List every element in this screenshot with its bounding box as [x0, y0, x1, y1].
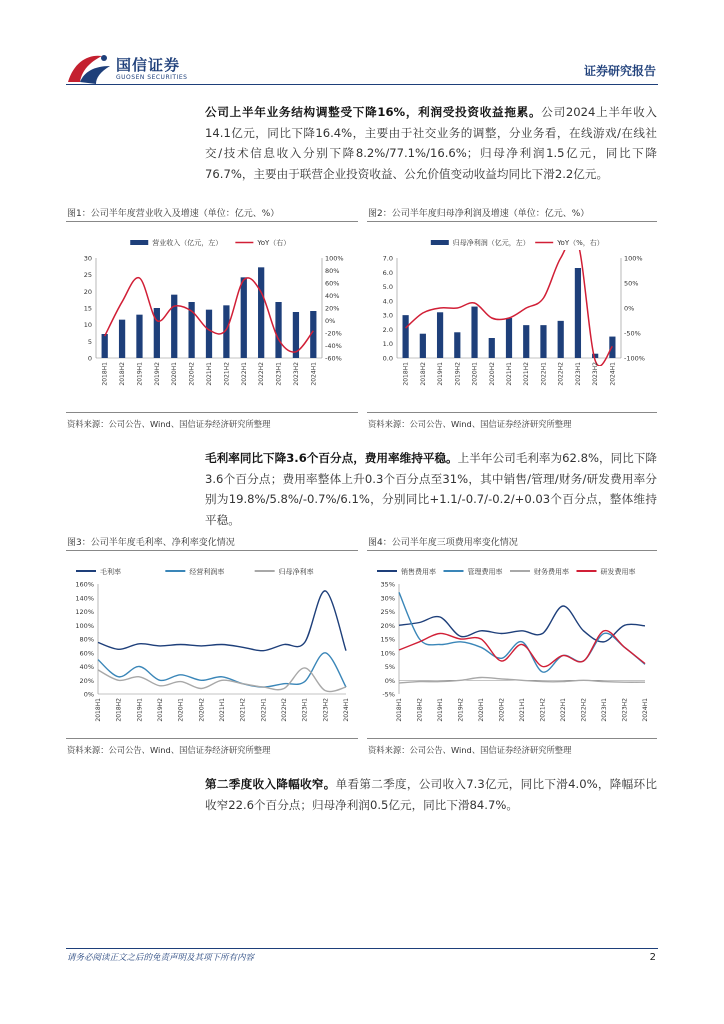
- y-tick-left: 2.0: [382, 325, 393, 334]
- x-tick-2023H1: 2023H1: [301, 698, 309, 722]
- x-tick-2021H1: 2021H1: [219, 698, 226, 722]
- bar-2020H1: [171, 295, 177, 358]
- fig2-top-rule: [367, 221, 657, 222]
- x-tick-2023H2: 2023H2: [322, 698, 330, 722]
- x-tick-2022H2: 2022H2: [258, 362, 266, 386]
- x-tick-2019H1: 2019H1: [136, 698, 144, 722]
- x-tick-2020H2: 2020H2: [488, 362, 496, 386]
- legend-line-label: YoY（%，右）: [557, 239, 604, 247]
- paragraph-q2-lead: 第二季度收入降幅收窄。: [205, 777, 336, 791]
- y-tick: 35%: [380, 580, 395, 589]
- x-tick-2021H1: 2021H1: [519, 698, 526, 722]
- fig1-source: 资料来源：公司公告、Wind、国信证券经济研究所整理: [67, 419, 271, 429]
- legend-label-0: 销售费用率: [401, 568, 436, 576]
- y-tick-left: 30: [83, 254, 92, 263]
- y-tick: 60%: [79, 649, 94, 658]
- y-tick-left: 7.0: [382, 254, 393, 263]
- bar-2021H1: [506, 318, 512, 358]
- bar-2023H1: [275, 302, 281, 358]
- x-tick-2018H1: 2018H1: [396, 698, 403, 722]
- x-tick-2022H1: 2022H1: [540, 362, 548, 386]
- x-tick-2022H2: 2022H2: [281, 698, 288, 722]
- x-tick-2023H2: 2023H2: [592, 362, 600, 386]
- disclaimer-note: 请务必阅读正文之后的免责声明及其项下所有内容: [67, 953, 255, 963]
- y-tick: 25%: [380, 608, 395, 616]
- y-tick: 10%: [380, 649, 395, 658]
- x-tick-2022H2: 2022H2: [557, 362, 565, 386]
- x-tick-2020H2: 2020H2: [198, 698, 206, 722]
- y-tick-right: 60%: [325, 279, 340, 288]
- x-tick-2020H1: 2020H1: [478, 698, 485, 722]
- x-tick-2019H1: 2019H1: [437, 698, 444, 722]
- fig4-bottom-rule: [367, 738, 657, 739]
- bar-2021H1: [206, 310, 212, 358]
- x-tick-2021H2: 2021H2: [223, 362, 231, 386]
- series-line-3: [399, 631, 645, 667]
- fig1-title: 图1：公司半年度营业收入及增速（单位：亿元、%）: [67, 209, 280, 219]
- logo-text-en: GUOSEN SECURITIES: [116, 74, 188, 81]
- y-tick: 30%: [380, 594, 395, 603]
- fig2-bottom-rule: [367, 412, 657, 413]
- y-tick-right: -60%: [325, 354, 342, 363]
- legend-label-3: 研发费用率: [600, 568, 636, 576]
- y-tick-right: -50%: [624, 329, 641, 338]
- y-tick-right: 100%: [624, 254, 643, 263]
- legend-bar-swatch: [431, 240, 449, 245]
- y-tick-right: 40%: [325, 292, 340, 300]
- x-tick-2023H1: 2023H1: [275, 362, 283, 386]
- bar-2019H1: [437, 312, 443, 358]
- x-tick-2020H2: 2020H2: [498, 698, 506, 722]
- x-tick-2019H2: 2019H2: [454, 362, 462, 386]
- fig2-chart: [367, 230, 657, 400]
- x-tick-2020H1: 2020H1: [177, 698, 185, 722]
- x-tick-2018H2: 2018H2: [419, 362, 427, 386]
- x-tick-2018H2: 2018H2: [119, 362, 127, 386]
- fig1-top-rule: [66, 221, 358, 222]
- fig3-bottom-rule: [66, 738, 358, 739]
- legend-bar-label: 营业收入（亿元，左）: [152, 239, 223, 247]
- x-tick-2018H1: 2018H1: [402, 362, 410, 386]
- x-tick-2023H2: 2023H2: [292, 362, 300, 386]
- y-tick: 20%: [79, 676, 94, 685]
- y-tick: 0%: [384, 676, 395, 685]
- x-tick-2023H2: 2023H2: [621, 698, 629, 722]
- y-tick-right: -20%: [325, 329, 342, 338]
- x-tick-2019H1: 2019H1: [136, 362, 144, 386]
- fig3-source: 资料来源：公司公告、Wind、国信证券经济研究所整理: [67, 745, 271, 755]
- x-tick-2023H1: 2023H1: [574, 362, 582, 386]
- x-tick-2018H2: 2018H2: [115, 698, 123, 722]
- bar-2022H1: [540, 325, 546, 358]
- x-tick-2018H1: 2018H1: [101, 362, 109, 386]
- series-line-1: [399, 592, 645, 672]
- bar-2020H1: [471, 307, 477, 358]
- x-tick-2024H1: 2024H1: [609, 362, 617, 386]
- y-tick-right: 100%: [325, 254, 344, 263]
- paragraph-q2-body: 单看第二季度，公司收入7.3亿元，同比下滑4.0%，降幅环比收窄22.6个百分点；归母净利润0.5亿元，同比下滑84.7%。: [205, 777, 657, 812]
- report-type: 证券研究报告: [583, 64, 656, 78]
- x-tick-2022H1: 2022H1: [260, 698, 268, 722]
- paragraph-q2: [205, 774, 657, 815]
- x-tick-2019H2: 2019H2: [157, 698, 164, 722]
- x-tick-2024H1: 2024H1: [343, 698, 350, 722]
- logo-text-cn: 国信证券: [116, 56, 181, 74]
- y-tick: 140%: [75, 594, 94, 603]
- x-tick-2021H2: 2021H2: [239, 698, 247, 722]
- paragraph-margin: [205, 448, 657, 530]
- y-tick-right: -100%: [624, 354, 645, 363]
- y-tick-right: 0%: [325, 317, 336, 325]
- x-tick-2020H1: 2020H1: [471, 362, 479, 386]
- y-tick-left: 0.0: [382, 354, 393, 363]
- x-tick-2021H2: 2021H2: [523, 362, 531, 386]
- bar-2018H2: [119, 320, 125, 358]
- footer-divider: [66, 948, 658, 949]
- y-tick: 15%: [380, 635, 395, 644]
- fig3-chart: [66, 560, 358, 732]
- header-divider: [66, 84, 658, 85]
- y-tick-right: 20%: [325, 304, 340, 313]
- fig2-title: 图2：公司半年度归母净利润及增速（单位：亿元、%）: [368, 209, 590, 219]
- bar-2022H1: [241, 277, 247, 358]
- y-tick-left: 5.0: [382, 283, 393, 292]
- series-line-0: [98, 591, 346, 651]
- y-tick-right: 80%: [325, 267, 340, 275]
- x-tick-2021H2: 2021H2: [539, 698, 547, 722]
- y-tick: 20%: [380, 621, 395, 630]
- x-tick-2019H1: 2019H1: [437, 362, 445, 386]
- bar-2018H1: [102, 334, 108, 358]
- bar-2019H1: [136, 315, 142, 358]
- legend-label-0: 毛利率: [100, 568, 121, 576]
- y-tick-left: 15: [83, 304, 92, 313]
- fig4-top-rule: [367, 550, 657, 551]
- y-tick-right: 50%: [624, 279, 639, 288]
- fig2-source: 资料来源：公司公告、Wind、国信证券经济研究所整理: [368, 419, 572, 429]
- bar-2018H2: [420, 334, 426, 358]
- x-tick-2022H2: 2022H2: [580, 698, 588, 722]
- legend-line-label: YoY（右）: [257, 239, 291, 247]
- fig3-title: 图3：公司半年度毛利率、净利率变化情况: [67, 538, 235, 548]
- bar-2019H2: [454, 332, 460, 358]
- y-tick-left: 20: [83, 287, 92, 296]
- x-tick-2024H1: 2024H1: [310, 362, 318, 386]
- bar-2021H2: [523, 325, 529, 358]
- x-tick-2024H1: 2024H1: [642, 698, 649, 722]
- paragraph-revenue-body: 公司2024上半年收入14.1亿元，同比下降16.4%，主要由于社交业务的调整，分业务看，在线游戏/在线社交/技术信息收入分别下降8.2%/77.1%/16.6%；归母净利润1.5亿元，同比下降76.7%，主要由于联营企业投资收益、公允价值变动收益均同比下滑2.2亿元。: [205, 105, 657, 181]
- fig1-bottom-rule: [66, 412, 358, 413]
- legend-label-2: 归母净利率: [278, 568, 314, 576]
- paragraph-margin-body: 上半年公司毛利率为62.8%，同比下降3.6个百分点；费用率整体上升0.3个百分点至31%，其中销售/管理/财务/研发费用率分别为19.8%/5.8%/-0.7%/6.1%，分别同比+1.1/-0.7/-0.2/+0.03个百分点，整体维持平稳。: [205, 451, 657, 527]
- legend-label-1: 经营利润率: [189, 568, 225, 576]
- x-tick-2020H2: 2020H2: [188, 362, 196, 386]
- y-tick: 80%: [79, 635, 94, 644]
- fig1-chart: [66, 230, 358, 400]
- x-tick-2018H1: 2018H1: [95, 698, 102, 722]
- fig4-title: 图4：公司半年度三项费用率变化情况: [368, 538, 518, 548]
- bar-2020H2: [489, 338, 495, 358]
- y-tick-left: 5: [87, 337, 92, 346]
- paragraph-revenue-lead: 公司上半年业务结构调整受下降16%，利润受投资收益拖累。: [205, 105, 542, 119]
- x-tick-2022H1: 2022H1: [240, 362, 248, 386]
- x-tick-2019H2: 2019H2: [153, 362, 161, 386]
- series-line-2: [98, 668, 346, 692]
- x-tick-2020H1: 2020H1: [171, 362, 179, 386]
- paragraph-revenue: [205, 102, 657, 184]
- y-tick: 160%: [75, 580, 94, 589]
- legend-label-2: 财务费用率: [534, 568, 569, 576]
- logo-mark-icon: [66, 52, 112, 86]
- y-tick: 0%: [83, 690, 94, 699]
- y-tick: 100%: [75, 621, 94, 630]
- legend-bar-swatch: [130, 240, 148, 245]
- x-tick-2018H2: 2018H2: [416, 698, 424, 722]
- fig4-chart: [367, 560, 657, 732]
- x-tick-2023H1: 2023H1: [601, 698, 608, 722]
- y-tick-right: 0%: [624, 304, 635, 313]
- y-tick-left: 0: [87, 354, 92, 363]
- series-line-0: [399, 606, 645, 642]
- y-tick-left: 3.0: [382, 311, 393, 320]
- bar-2022H2: [258, 267, 264, 358]
- legend-label-1: 管理费用率: [467, 568, 503, 576]
- y-tick-left: 6.0: [382, 268, 393, 277]
- y-tick-left: 4.0: [382, 297, 393, 306]
- bar-2018H1: [403, 315, 409, 358]
- fig4-source: 资料来源：公司公告、Wind、国信证券经济研究所整理: [368, 745, 572, 755]
- y-tick: 120%: [75, 608, 94, 616]
- x-tick-2021H1: 2021H1: [206, 362, 213, 386]
- y-tick-left: 25: [83, 271, 92, 280]
- y-tick-left: 10: [83, 321, 92, 330]
- bar-2022H2: [558, 321, 564, 358]
- fig3-top-rule: [66, 550, 358, 551]
- y-tick: -5%: [382, 690, 395, 699]
- x-tick-2022H1: 2022H1: [560, 698, 567, 722]
- paragraph-margin-lead: 毛利率同比下降3.6个百分点，费用率维持平稳。: [205, 451, 458, 465]
- x-tick-2019H2: 2019H2: [457, 698, 465, 722]
- y-tick-left: 1.0: [382, 340, 393, 349]
- y-tick: 40%: [79, 663, 94, 671]
- x-tick-2021H1: 2021H1: [506, 362, 513, 386]
- y-tick: 5%: [384, 663, 395, 671]
- page-number: 2: [649, 952, 656, 963]
- y-tick-right: -40%: [325, 342, 342, 350]
- legend-bar-label: 归母净利润（亿元，左）: [452, 239, 530, 247]
- bar-2023H1: [575, 268, 581, 358]
